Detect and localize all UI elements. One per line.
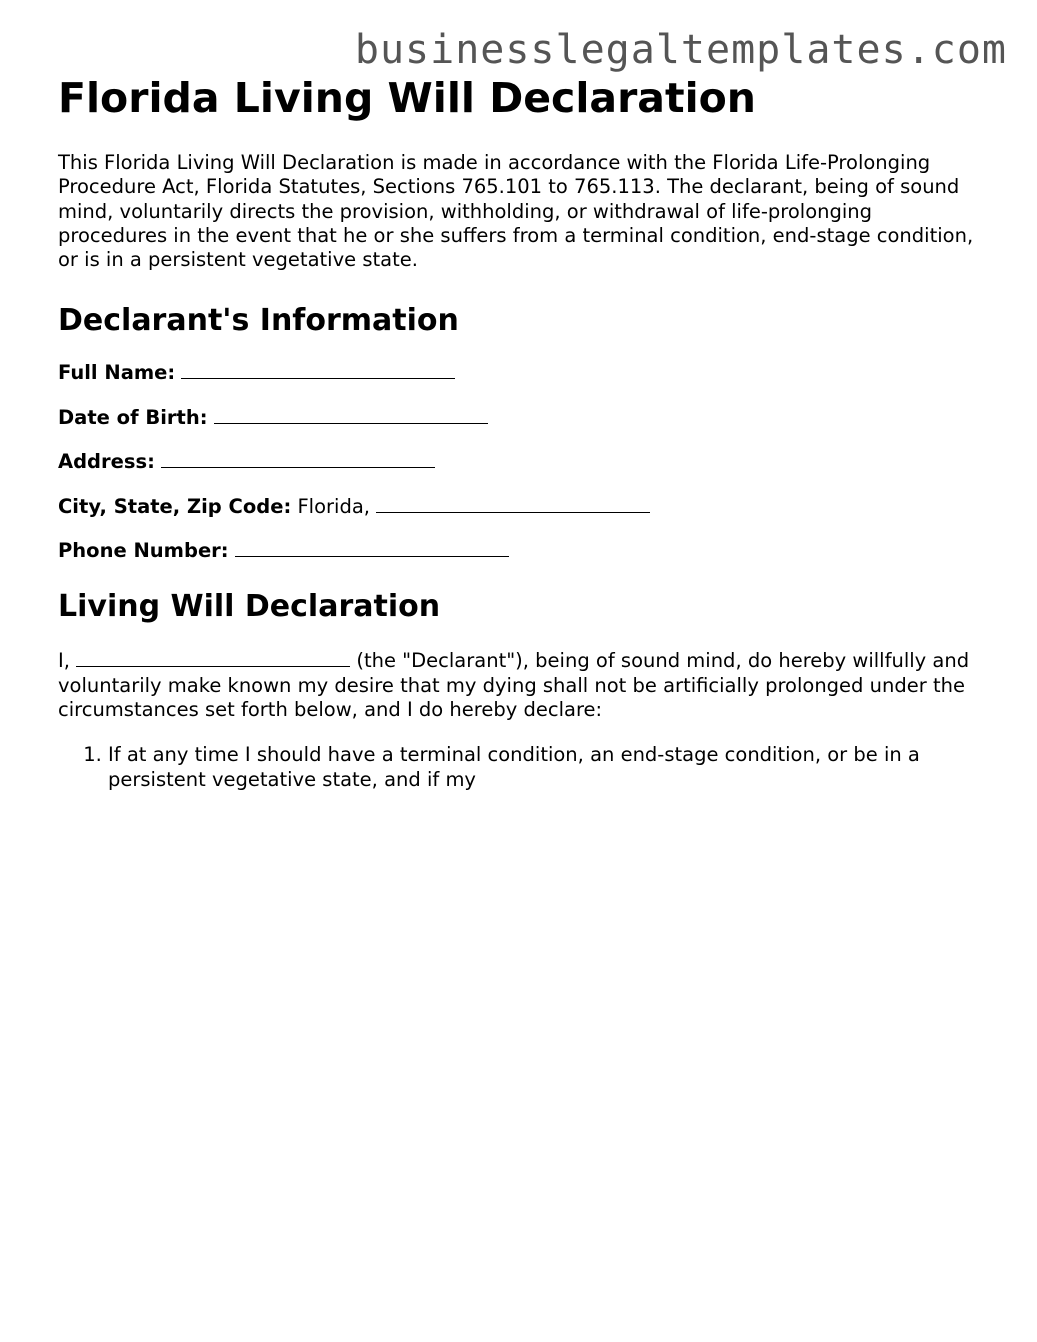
field-date-of-birth: [58, 406, 978, 430]
field-city-state-zip: [58, 495, 978, 519]
field-full-name: [58, 361, 978, 385]
declaration-list: [58, 743, 978, 792]
city-state-zip-blank[interactable]: [376, 496, 650, 513]
city-state-zip-prefix: Florida,: [297, 494, 370, 518]
declaration-paragraph: [58, 649, 978, 722]
address-label: Address:: [58, 450, 155, 474]
dob-blank[interactable]: [214, 407, 488, 424]
field-phone-number: [58, 539, 978, 563]
declaration-start: I,: [58, 649, 70, 673]
document-page: [58, 74, 978, 792]
address-blank[interactable]: [161, 451, 435, 468]
field-address: [58, 450, 978, 474]
full-name-label: Full Name:: [58, 361, 176, 385]
watermark: businesslegaltemplates.com: [354, 27, 1007, 73]
city-state-zip-label: City, State, Zip Code:: [58, 494, 292, 518]
declarant-name-blank[interactable]: [76, 650, 350, 667]
phone-blank[interactable]: [235, 540, 509, 557]
dob-label: Date of Birth:: [58, 405, 208, 429]
living-will-heading: Living Will Declaration: [58, 589, 441, 625]
full-name-blank[interactable]: [181, 362, 455, 379]
declarant-info-heading: Declarant's Information: [58, 303, 459, 339]
intro-paragraph: This Florida Living Will Declaration is made in accordance with the Florida Life-Prolonging Procedure Act, Florida Statutes, Sections 765.101 to 765.113. The declarant, being of sound mind, voluntarily directs the provision, withholding, or withdrawal of life-prolonging procedures in the event that he or she suffers from a terminal condition, end-stage condition, or is in a persistent vegetative state.: [58, 151, 974, 272]
phone-label: Phone Number:: [58, 539, 229, 563]
declaration-rest: (the "Declarant"), being of sound mind, do hereby willfully and voluntarily make known my desire that my dying shall not be artificially prolonged under the circumstances set forth below, and I do hereby declare:: [58, 649, 970, 722]
document-title: Florida Living Will Declaration: [58, 74, 756, 122]
list-item: 1. If at any time I should have a terminal condition, an end-stage condition, or be in a persistent vegetative state, and if my: [108, 743, 978, 792]
